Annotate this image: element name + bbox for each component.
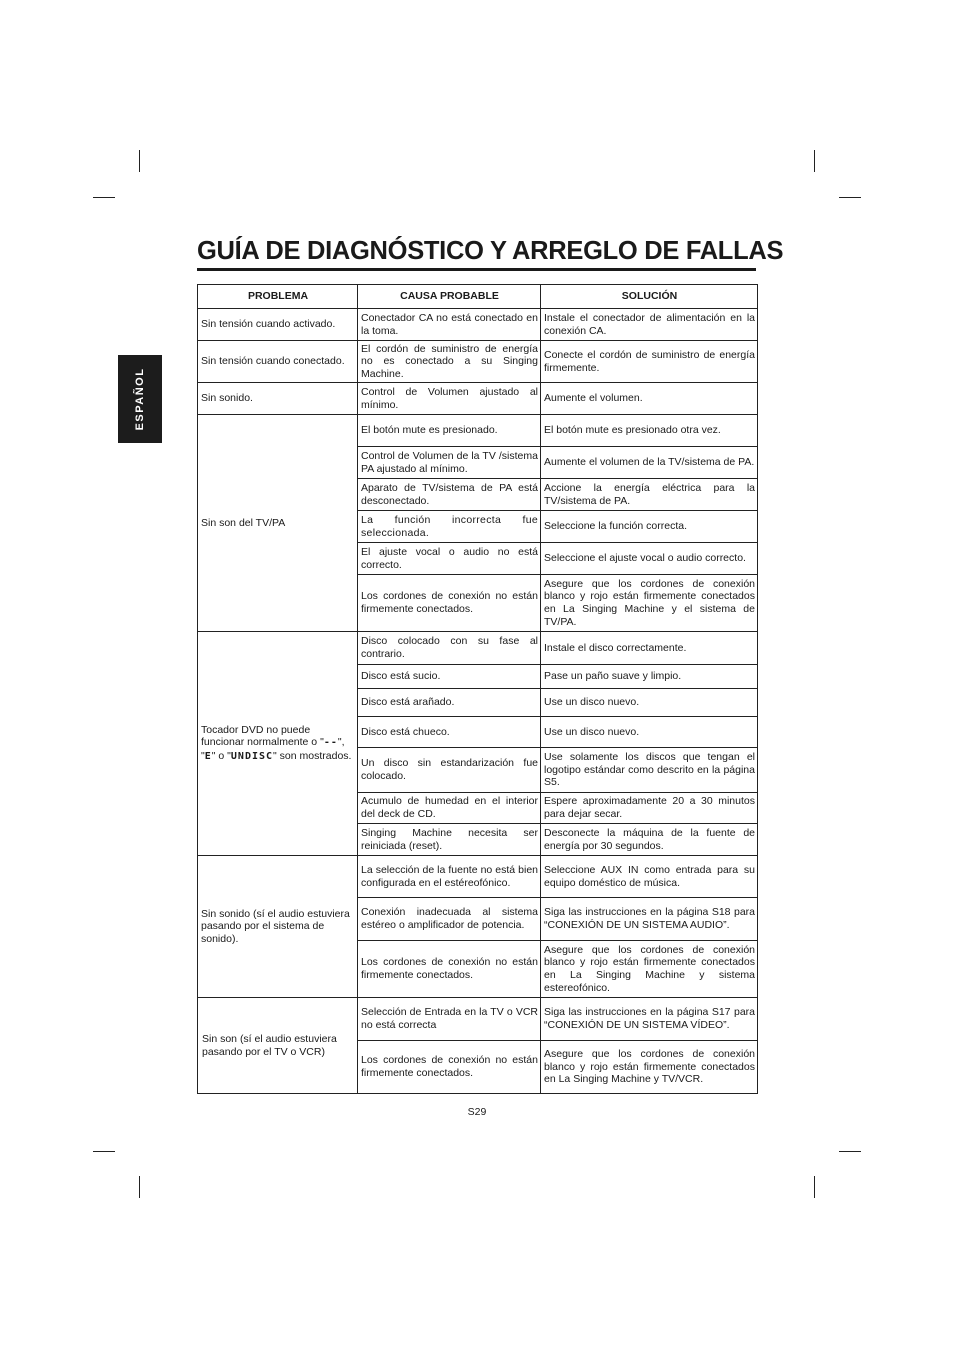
- cause-cell: Acumulo de humedad en el interior del deck de CD.: [358, 793, 541, 824]
- crop-mark-top-right-v: [814, 150, 815, 172]
- solution-cell: Pase un paño suave y limpio.: [541, 665, 758, 689]
- solution-cell: Siga las instrucciones en la página S18 para “CONEXIÓN DE UN SISTEMA AUDIO”.: [541, 898, 758, 941]
- cause-cell: La selección de la fuente no está bien configurada en el estéreofónico.: [358, 856, 541, 898]
- solution-cell: El botón mute es presionado otra vez.: [541, 415, 758, 447]
- cause-cell: El cordón de suministro de energía no es conectado a su Singing Machine.: [358, 341, 541, 383]
- solution-cell: Aumente el volumen.: [541, 383, 758, 415]
- crop-mark-bottom-left-h: [93, 1151, 115, 1152]
- cause-cell: Los cordones de conexión no están firmemente conectados.: [358, 1041, 541, 1094]
- solution-cell: Asegure que los cordones de conexión blanco y rojo están firmemente conectados en La Singing Machine y TV/VCR.: [541, 1041, 758, 1094]
- display-symbol-undisc: UNDISC: [230, 750, 274, 762]
- table-row: [198, 383, 758, 415]
- solution-cell: Espere aproximadamente 20 a 30 minutos para dejar secar.: [541, 793, 758, 824]
- problem-cell: [198, 632, 358, 856]
- solution-cell: Use solamente los discos que tengan el logotipo estándar como descrito en la página S5.: [541, 748, 758, 793]
- table-row: [198, 415, 758, 447]
- solution-cell: Seleccione la función correcta.: [541, 511, 758, 543]
- solution-cell: Asegure que los cordones de conexión blanco y rojo están firmemente conectados en La Singing Machine y el sistema de TV/PA.: [541, 575, 758, 632]
- table-row: [198, 998, 758, 1041]
- solution-cell: Use un disco nuevo.: [541, 717, 758, 748]
- troubleshooting-table: [197, 284, 758, 1094]
- cause-cell: Aparato de TV/sistema de PA está desconectado.: [358, 479, 541, 511]
- language-side-tab-label: ESPAÑOL: [134, 367, 146, 431]
- separator-text: ", ": [201, 736, 345, 762]
- separator-text: " o ": [211, 749, 231, 762]
- crop-mark-bottom-right-v: [814, 1176, 815, 1198]
- display-symbol-dashes: --: [323, 737, 338, 749]
- display-symbol-e: E: [204, 750, 212, 762]
- problem-text-tail: " son mostrados.: [273, 749, 352, 762]
- quote-mark: ": [320, 736, 324, 749]
- page-number: S29: [467, 1106, 487, 1118]
- cause-cell: Disco está arañado.: [358, 689, 541, 717]
- solution-cell: Conecte el cordón de suministro de energía firmemente.: [541, 341, 758, 383]
- cause-cell: El botón mute es presionado.: [358, 415, 541, 447]
- solution-cell: Asegure que los cordones de conexión blanco y rojo están firmemente conectados en La Singing Machine y sistema estereofónico.: [541, 941, 758, 998]
- problem-cell: Sin son del TV/PA: [198, 415, 358, 632]
- cause-cell: Disco está chueco.: [358, 717, 541, 748]
- table-row: [198, 856, 758, 898]
- problem-cell: Sin son (sí el audio estuviera pasando por el TV o VCR): [198, 998, 358, 1094]
- cause-cell: Un disco sin estandarización fue colocado.: [358, 748, 541, 793]
- cause-cell: Selección de Entrada en la TV o VCR no está correcta: [358, 998, 541, 1041]
- solution-cell: Accione la energía eléctrica para la TV/sistema de PA.: [541, 479, 758, 511]
- cause-cell: Singing Machine necesita ser reiniciada (reset).: [358, 824, 541, 856]
- problem-text-line: Tocador DVD no puede funcionar normalmente o: [201, 723, 318, 749]
- solution-cell: Use un disco nuevo.: [541, 689, 758, 717]
- cause-cell: Disco colocado con su fase al contrario.: [358, 632, 541, 665]
- cause-cell: Conectador CA no está conectado en la toma.: [358, 309, 541, 341]
- solution-cell: Instale el conectador de alimentación en la conexión CA.: [541, 309, 758, 341]
- solution-cell: Aumente el volumen de la TV/sistema de PA.: [541, 447, 758, 479]
- crop-mark-bottom-left-v: [139, 1176, 140, 1198]
- cause-cell: Los cordones de conexión no están firmemente conectados.: [358, 941, 541, 998]
- cause-cell: Control de Volumen ajustado al mínimo.: [358, 383, 541, 415]
- page-title: GUÍA DE DIAGNÓSTICO Y ARREGLO DE FALLAS: [197, 237, 784, 265]
- problem-cell: Sin sonido.: [198, 383, 358, 415]
- cause-cell: La función incorrecta fue seleccionada.: [358, 511, 541, 543]
- language-side-tab: [118, 355, 162, 443]
- cause-cell: El ajuste vocal o audio no está correcto.: [358, 543, 541, 575]
- solution-cell: Siga las instrucciones en la página S17 para “CONEXIÓN DE UN SISTEMA VÍDEO”.: [541, 998, 758, 1041]
- table-row: [198, 309, 758, 341]
- header-cause: CAUSA PROBABLE: [358, 285, 541, 309]
- crop-mark-bottom-right-h: [839, 1151, 861, 1152]
- table-header-row: [198, 285, 758, 309]
- solution-cell: Desconecte la máquina de la fuente de energía por 30 segundos.: [541, 824, 758, 856]
- header-solution: SOLUCIÓN: [541, 285, 758, 309]
- title-underline: [197, 268, 756, 271]
- solution-cell: Seleccione el ajuste vocal o audio correcto.: [541, 543, 758, 575]
- header-problem: PROBLEMA: [198, 285, 358, 309]
- table-row: [198, 632, 758, 665]
- crop-mark-top-left-h: [93, 197, 115, 198]
- problem-cell: Sin tensión cuando conectado.: [198, 341, 358, 383]
- cause-cell: Conexión inadecuada al sistema estéreo o amplificador de potencia.: [358, 898, 541, 941]
- cause-cell: Disco está sucio.: [358, 665, 541, 689]
- solution-cell: Instale el disco correctamente.: [541, 632, 758, 665]
- crop-mark-top-right-h: [839, 197, 861, 198]
- cause-cell: Control de Volumen de la TV /sistema PA ajustado al mínimo.: [358, 447, 541, 479]
- table-row: [198, 341, 758, 383]
- crop-mark-top-left-v: [139, 150, 140, 172]
- solution-cell: Seleccione AUX IN como entrada para su equipo doméstico de música.: [541, 856, 758, 898]
- cause-cell: Los cordones de conexión no están firmemente conectados.: [358, 575, 541, 632]
- problem-cell: Sin tensión cuando activado.: [198, 309, 358, 341]
- problem-cell: Sin sonido (sí el audio estuviera pasando por el sistema de sonido).: [198, 856, 358, 998]
